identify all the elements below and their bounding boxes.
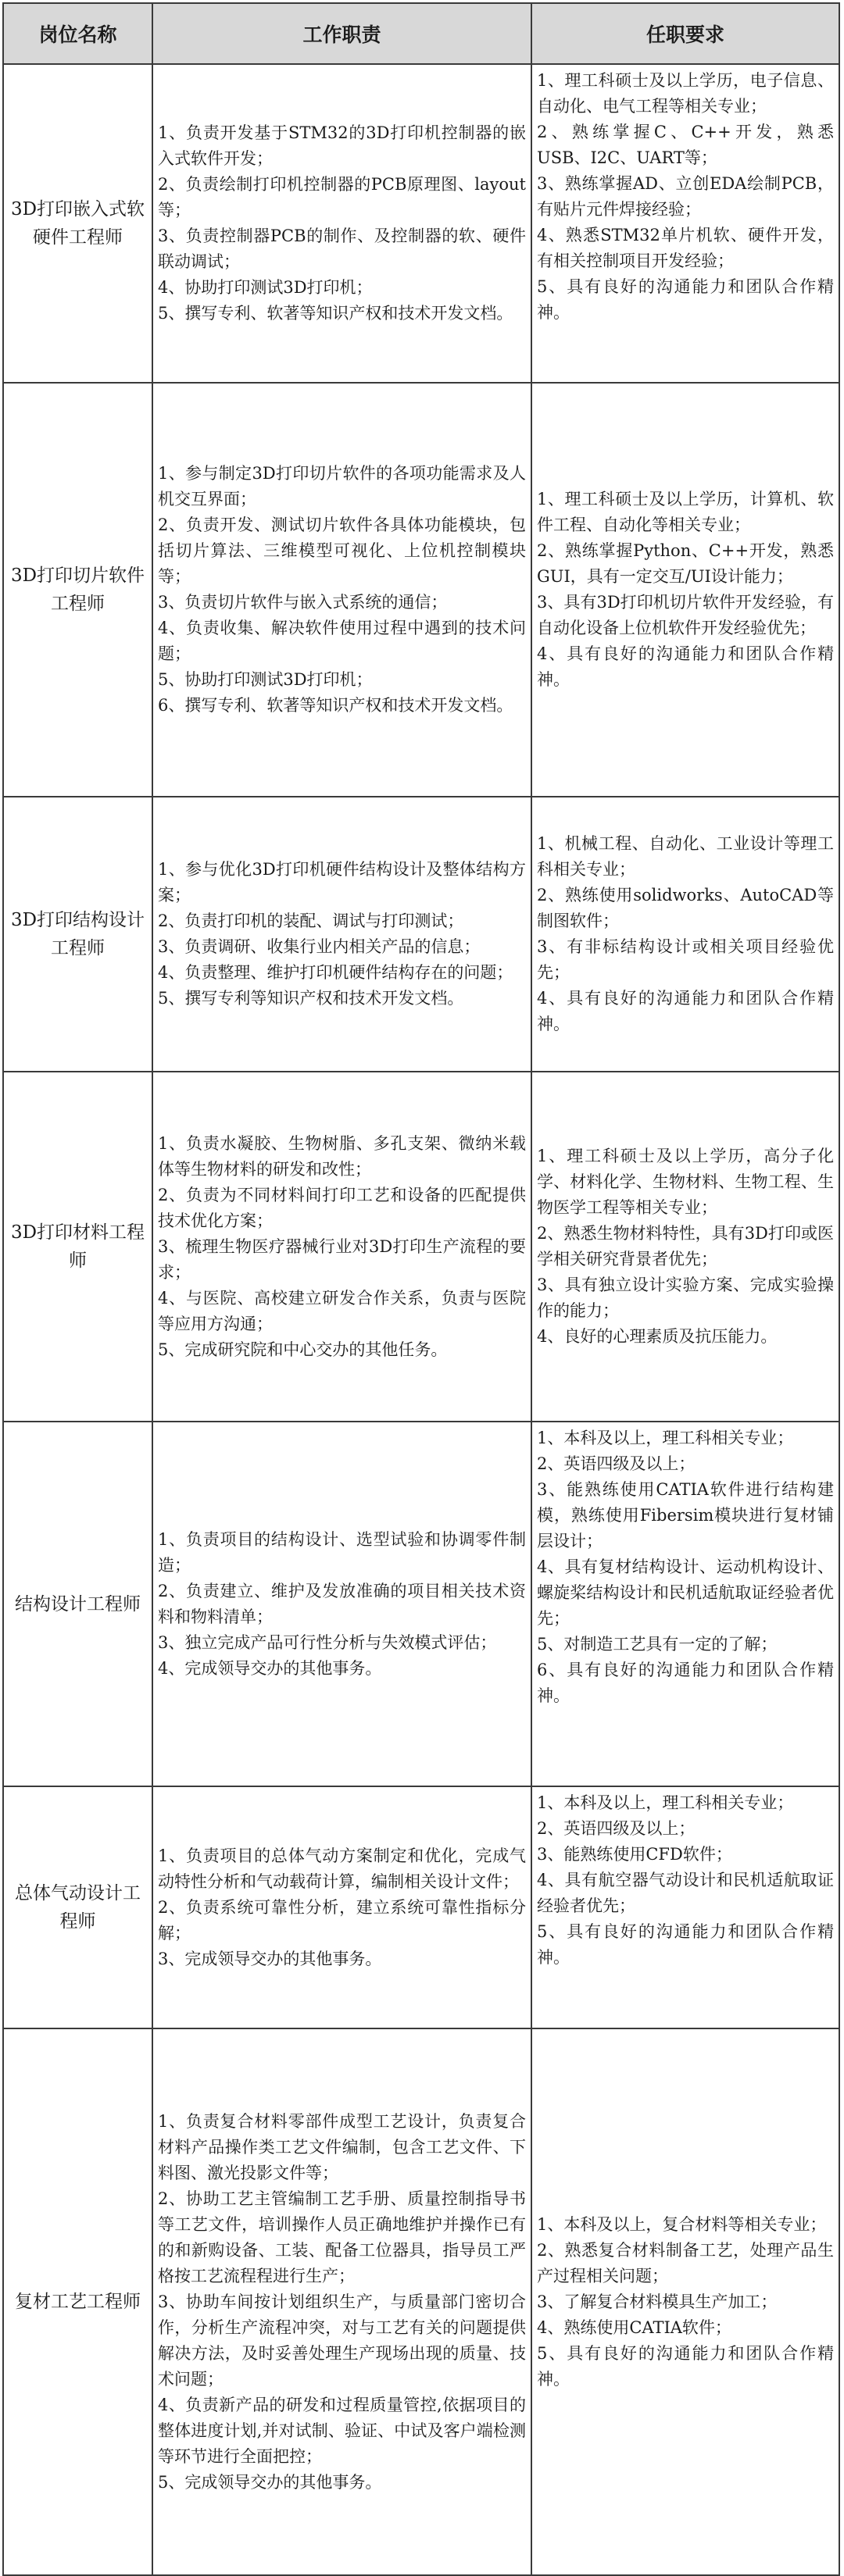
- position-name: 3D打印嵌入式软硬件工程师: [3, 64, 152, 383]
- table-body: [3, 64, 839, 2575]
- duty-item: 2、协助工艺主管编制工艺手册、质量控制指导书等工艺文件，培训操作人员正确地维护并操作已有的和新购设备、工装、配备工位器具，指导员工严格按工艺流程程进行生产；: [158, 2189, 526, 2285]
- duty-item: 3、协助车间按计划组织生产，与质量部门密切合作，分析生产流程冲突，对与工艺有关的问题提供解决方法，及时妥善处理生产现场出现的质量、技术问题；: [158, 2292, 526, 2389]
- requirements-cell: [531, 1786, 839, 2028]
- requirement-item: 4、良好的心理素质及抗压能力。: [537, 1327, 778, 1346]
- requirement-item: 2、熟悉复合材料制备工艺，处理产品生产过程相关问题；: [537, 2240, 834, 2285]
- requirement-item: 1、本科及以上，理工科相关专业；: [537, 1429, 794, 1447]
- table-row: [3, 1072, 839, 1422]
- position-name: 3D打印材料工程师: [3, 1072, 152, 1422]
- duty-item: 2、负责打印机的装配、调试与打印测试；: [158, 912, 464, 930]
- requirement-item: 3、能熟练使用CATIA软件进行结构建模，熟练使用Fibersim模块进行复材铺层设计；: [537, 1480, 834, 1550]
- requirements-cell: [531, 2028, 839, 2575]
- requirement-item: 4、具有良好的沟通能力和团队合作精神。: [537, 644, 834, 689]
- position-name: 总体气动设计工程师: [3, 1786, 152, 2028]
- requirements-cell: [531, 383, 839, 797]
- job-table: [2, 2, 840, 2576]
- duty-item: 5、撰写专利、软著等知识产权和技术开发文档。: [158, 304, 513, 323]
- requirement-item: 2、熟练掌握C、C++开发，熟悉USB、I2C、UART等；: [537, 123, 834, 167]
- requirement-item: 3、有非标结构设计或相关项目经验优先；: [537, 937, 834, 982]
- requirement-item: 3、熟练掌握AD、立创EDA绘制PCB，有贴片元件焊接经验；: [537, 174, 834, 219]
- duty-item: 2、负责建立、维护及发放准确的项目相关技术资料和物料清单；: [158, 1581, 526, 1626]
- header-requirements: 任职要求: [531, 3, 839, 64]
- requirement-item: 1、理工科硕士及以上学历，电子信息、自动化、电气工程等相关专业；: [537, 71, 834, 116]
- requirement-item: 2、英语四级及以上；: [537, 1454, 696, 1473]
- duties-cell: [152, 383, 531, 797]
- duty-item: 4、完成领导交办的其他事务。: [158, 1658, 382, 1678]
- requirement-item: 3、能熟练使用CFD软件；: [537, 1845, 732, 1864]
- requirement-item: 1、本科及以上，复合材料等相关专业；: [537, 2214, 827, 2234]
- position-name: 复材工艺工程师: [3, 2028, 152, 2575]
- duty-item: 1、负责复合材料零部件成型工艺设计，负责复合材料产品操作类工艺文件编制，包含工艺文件、下料图、激光投影文件等；: [158, 2111, 526, 2182]
- header-duties: 工作职责: [152, 3, 531, 64]
- requirement-item: 1、理工科硕士及以上学历，高分子化学、材料化学、生物材料、生物工程、生物医学工程等相关专业；: [537, 1147, 834, 1217]
- table-header: [3, 3, 839, 64]
- requirement-item: 1、本科及以上，理工科相关专业；: [537, 1793, 794, 1812]
- duty-item: 4、负责新产品的研发和过程质量管控,依据项目的整体进度计划,并对试制、验证、中试及客户端检测等环节进行全面把控；: [158, 2395, 526, 2466]
- duty-item: 4、与医院、高校建立研发合作关系，负责与医院等应用方沟通；: [158, 1288, 526, 1333]
- requirements-cell: [531, 64, 839, 383]
- duty-item: 1、负责项目的结构设计、选型试验和协调零件制造；: [158, 1529, 526, 1575]
- duty-item: 2、负责为不同材料间打印工艺和设备的匹配提供技术优化方案；: [158, 1185, 526, 1230]
- duty-item: 2、负责开发、测试切片软件各具体功能模块，包括切片算法、三维模型可视化、上位机控制模块等；: [158, 516, 526, 586]
- duties-cell: [152, 1072, 531, 1422]
- duties-cell: [152, 64, 531, 383]
- requirement-item: 6、具有良好的沟通能力和团队合作精神。: [537, 1661, 834, 1705]
- duty-item: 1、负责项目的总体气动方案制定和优化，完成气动特性分析和气动载荷计算，编制相关设计文件；: [158, 1846, 526, 1891]
- requirement-item: 5、对制造工艺具有一定的了解；: [537, 1635, 778, 1654]
- duty-item: 2、负责绘制打印机控制器的PCB原理图、layout等；: [158, 175, 526, 219]
- duty-item: 3、梳理生物医疗器械行业对3D打印生产流程的要求；: [158, 1236, 526, 1282]
- duty-item: 1、参与制定3D打印切片软件的各项功能需求及人机交互界面；: [158, 464, 526, 508]
- duty-item: 4、协助打印测试3D打印机；: [158, 278, 373, 297]
- requirement-item: 5、具有良好的沟通能力和团队合作精神。: [537, 2343, 834, 2389]
- requirement-item: 2、熟练掌握Python、C++开发，熟悉GUI，具有一定交互/UI设计能力；: [537, 541, 834, 586]
- table-row: [3, 797, 839, 1072]
- duty-item: 1、参与优化3D打印机硬件结构设计及整体结构方案；: [158, 860, 526, 904]
- duty-item: 5、完成领导交办的其他事务。: [158, 2472, 382, 2492]
- requirement-item: 4、具有良好的沟通能力和团队合作精神。: [537, 989, 834, 1033]
- duties-cell: [152, 2028, 531, 2575]
- requirement-item: 3、具有独立设计实验方案、完成实验操作的能力；: [537, 1276, 834, 1320]
- duty-item: 4、负责收集、解决软件使用过程中遇到的技术问题；: [158, 619, 526, 663]
- requirement-item: 4、熟悉STM32单片机软、硬件开发，有相关控制项目开发经验；: [537, 226, 834, 270]
- requirement-item: 2、英语四级及以上；: [537, 1819, 696, 1838]
- duty-item: 3、负责切片软件与嵌入式系统的通信；: [158, 593, 448, 612]
- requirement-item: 1、理工科硕士及以上学历，计算机、软件工程、自动化等相关专业；: [537, 490, 834, 534]
- duty-item: 3、独立完成产品可行性分析与失效模式评估；: [158, 1632, 497, 1652]
- duty-item: 2、负责系统可靠性分析，建立系统可靠性指标分解；: [158, 1897, 526, 1943]
- duties-cell: [152, 797, 531, 1072]
- header-row: [3, 3, 839, 64]
- duty-item: 3、负责控制器PCB的制作、及控制器的软、硬件联动调试；: [158, 227, 526, 271]
- requirement-item: 5、具有良好的沟通能力和团队合作精神。: [537, 1922, 834, 1967]
- duties-cell: [152, 1786, 531, 2028]
- header-position: 岗位名称: [3, 3, 152, 64]
- table-row: [3, 2028, 839, 2575]
- requirements-cell: [531, 797, 839, 1072]
- duty-item: 5、撰写专利等知识产权和技术开发文档。: [158, 989, 464, 1008]
- duty-item: 5、完成研究院和中心交办的其他任务。: [158, 1340, 448, 1359]
- duty-item: 3、负责调研、收集行业内相关产品的信息；: [158, 937, 481, 956]
- requirement-item: 4、具有航空器气动设计和民机适航取证经验者优先；: [537, 1871, 834, 1915]
- table-row: [3, 1422, 839, 1786]
- table-row: [3, 1786, 839, 2028]
- position-name: 3D打印结构设计工程师: [3, 797, 152, 1072]
- requirement-item: 3、了解复合材料模具生产加工；: [537, 2292, 778, 2311]
- duty-item: 3、完成领导交办的其他事务。: [158, 1949, 382, 1968]
- requirements-cell: [531, 1422, 839, 1786]
- requirement-item: 3、具有3D打印机切片软件开发经验，有自动化设备上位机软件开发经验优先；: [537, 593, 834, 637]
- duty-item: 1、负责开发基于STM32的3D打印机控制器的嵌入式软件开发；: [158, 123, 526, 168]
- requirement-item: 5、具有良好的沟通能力和团队合作精神。: [537, 277, 834, 322]
- duty-item: 4、负责整理、维护打印机硬件结构存在的问题；: [158, 963, 513, 982]
- requirement-item: 4、熟练使用CATIA软件；: [537, 2317, 731, 2337]
- requirement-item: 1、机械工程、自动化、工业设计等理工科相关专业；: [537, 834, 834, 879]
- requirements-cell: [531, 1072, 839, 1422]
- requirement-item: 2、熟悉生物材料特性，具有3D打印或医学相关研究背景者优先；: [537, 1224, 834, 1268]
- table-row: [3, 64, 839, 383]
- position-name: 3D打印切片软件工程师: [3, 383, 152, 797]
- duty-item: 5、协助打印测试3D打印机；: [158, 670, 373, 689]
- requirement-item: 2、熟练使用solidworks、AutoCAD等制图软件；: [537, 886, 834, 930]
- duties-cell: [152, 1422, 531, 1786]
- position-name: 结构设计工程师: [3, 1422, 152, 1786]
- requirement-item: 4、具有复材结构设计、运动机构设计、螺旋桨结构设计和民机适航取证经验者优先；: [537, 1557, 834, 1628]
- duty-item: 6、撰写专利、软著等知识产权和技术开发文档。: [158, 696, 513, 715]
- duty-item: 1、负责水凝胶、生物树脂、多孔支架、微纳米载体等生物材料的研发和改性；: [158, 1133, 526, 1179]
- table-row: [3, 383, 839, 797]
